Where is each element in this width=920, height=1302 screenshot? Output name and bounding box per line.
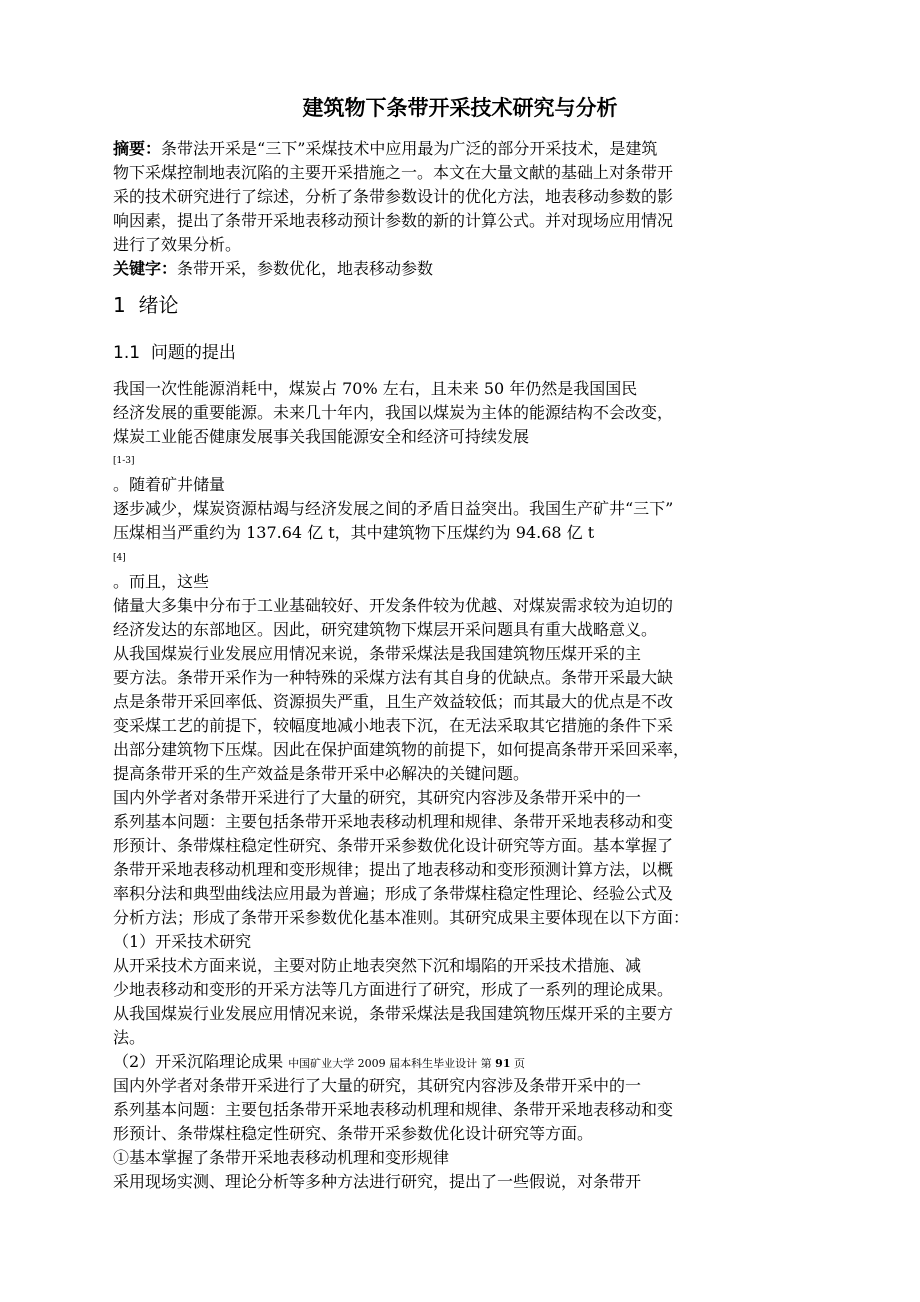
list-item-label: （2）开采沉陷理论成果 — [113, 1052, 284, 1071]
keywords-line — [113, 259, 433, 279]
body-line: 我国一次性能源消耗中，煤炭占 70% 左右，且未来 50 年仍然是我国国民 — [113, 379, 638, 398]
footer-text: 页 — [513, 1057, 525, 1070]
body-line: 率积分法和典型曲线法应用最为普遍；形成了条带煤柱稳定性理论、经验公式及 — [113, 884, 674, 903]
section-heading — [113, 295, 178, 315]
abstract-line — [113, 139, 657, 159]
body-line: 系列基本问题：主要包括条带开采地表移动机理和规律、条带开采地表移动和变 — [113, 812, 674, 831]
body-line: 点是条带开采回率低、资源损失严重，且生产效益较低；而其最大的优点是不改 — [113, 692, 674, 711]
body-line: 变采煤工艺的前提下，较幅度地减小地表下沉，在无法采取其它措施的条件下采 — [113, 716, 674, 735]
abstract-line: 进行了效果分析。 — [113, 235, 242, 254]
list-item-heading: ①基本掌握了条带开采地表移动机理和变形规律 — [113, 1148, 450, 1167]
section-title: 绪论 — [138, 293, 179, 317]
body-line: 压煤相当严重约为 137.64 亿 t，其中建筑物下压煤约为 94.68 亿 t — [113, 523, 595, 542]
body-line: 从我国煤炭行业发展应用情况来说，条带采煤法是我国建筑物压煤开采的主要方 — [113, 1004, 674, 1023]
body-line: 形预计、条带煤柱稳定性研究、条带开采参数优化设计研究等方面。基本掌握了 — [113, 836, 674, 855]
body-line: 系列基本问题：主要包括条带开采地表移动机理和规律、条带开采地表移动和变 — [113, 1100, 674, 1119]
page-footer — [288, 1057, 525, 1070]
body-line: 法。 — [113, 1028, 146, 1047]
section-number: 1 — [113, 293, 126, 317]
body-line: 国内外学者对条带开采进行了大量的研究，其研究内容涉及条带开采中的一 — [113, 1076, 642, 1095]
subsection-title: 问题的提出 — [150, 343, 236, 363]
subsection-number: 1.1 — [113, 343, 141, 363]
body-line: 经济发达的东部地区。因此，研究建筑物下煤层开采问题具有重大战略意义。 — [113, 620, 658, 639]
body-line: 条带开采地表移动机理和变形规律；提出了地表移动和变形预测计算方法，以概 — [113, 860, 674, 879]
page-title: 建筑物下条带开采技术研究与分析 — [302, 96, 618, 120]
abstract-text: 条带法开采是“三下”采煤技术中应用最为广泛的部分开采技术，是建筑 — [161, 139, 658, 158]
body-line: 煤炭工业能否健康发展事关我国能源安全和经济可持续发展 — [113, 427, 530, 446]
citation-ref: [1-3] — [113, 456, 135, 466]
footer-text: 中国矿业大学 2009 届本科生毕业设计 第 — [288, 1057, 492, 1070]
body-line: 经济发展的重要能源。未来几十年内，我国以煤炭为主体的能源结构不会改变， — [113, 403, 674, 422]
body-line: 逐步减少，煤炭资源枯竭与经济发展之间的矛盾日益突出。我国生产矿井“三下” — [113, 499, 674, 518]
body-line: 分析方法；形成了条带开采参数优化基本准则。其研究成果主要体现在以下方面： — [113, 908, 690, 927]
keywords-label: 关键字： — [113, 259, 178, 278]
subsection-heading — [113, 343, 236, 363]
abstract-label: 摘要： — [113, 139, 162, 158]
body-line: 。而且，这些 — [113, 572, 210, 591]
body-line: 提高条带开采的生产效益是条带开采中必解决的关键问题。 — [113, 764, 530, 783]
abstract-line: 采的技术研究进行了综述，分析了条带参数设计的优化方法，地表移动参数的影 — [113, 187, 674, 206]
list-item-heading: （1）开采技术研究 — [113, 932, 252, 951]
abstract-line: 响因素，提出了条带开采地表移动预计参数的新的计算公式。并对现场应用情况 — [113, 211, 674, 230]
body-line: 国内外学者对条带开采进行了大量的研究，其研究内容涉及条带开采中的一 — [113, 788, 642, 807]
body-line: 采用现场实测、理论分析等多种方法进行研究，提出了一些假说，对条带开 — [113, 1172, 642, 1191]
body-line: 储量大多集中分布于工业基础较好、开发条件较为优越、对煤炭需求较为迫切的 — [113, 596, 674, 615]
abstract-line: 物下采煤控制地表沉陷的主要开采措施之一。本文在大量文献的基础上对条带开 — [113, 163, 674, 182]
page-number: 91 — [495, 1057, 511, 1070]
body-line: 。随着矿井储量 — [113, 475, 226, 494]
body-line: 要方法。条带开采作为一种特殊的采煤方法有其自身的优缺点。条带开采最大缺 — [113, 668, 674, 687]
body-line: 从开采技术方面来说，主要对防止地表突然下沉和塌陷的开采技术措施、减 — [113, 956, 642, 975]
citation-ref: [4] — [113, 553, 126, 563]
body-line: 出部分建筑物下压煤。因此在保护面建筑物的前提下，如何提高条带开采回采率， — [113, 740, 690, 759]
keywords-text: 条带开采，参数优化，地表移动参数 — [177, 259, 434, 278]
body-line: 少地表移动和变形的开采方法等几方面进行了研究，形成了一系列的理论成果。 — [113, 980, 674, 999]
body-line: 从我国煤炭行业发展应用情况来说，条带采煤法是我国建筑物压煤开采的主 — [113, 644, 642, 663]
body-line: 形预计、条带煤柱稳定性研究、条带开采参数优化设计研究等方面。 — [113, 1124, 594, 1143]
list-item-heading — [113, 1052, 525, 1074]
